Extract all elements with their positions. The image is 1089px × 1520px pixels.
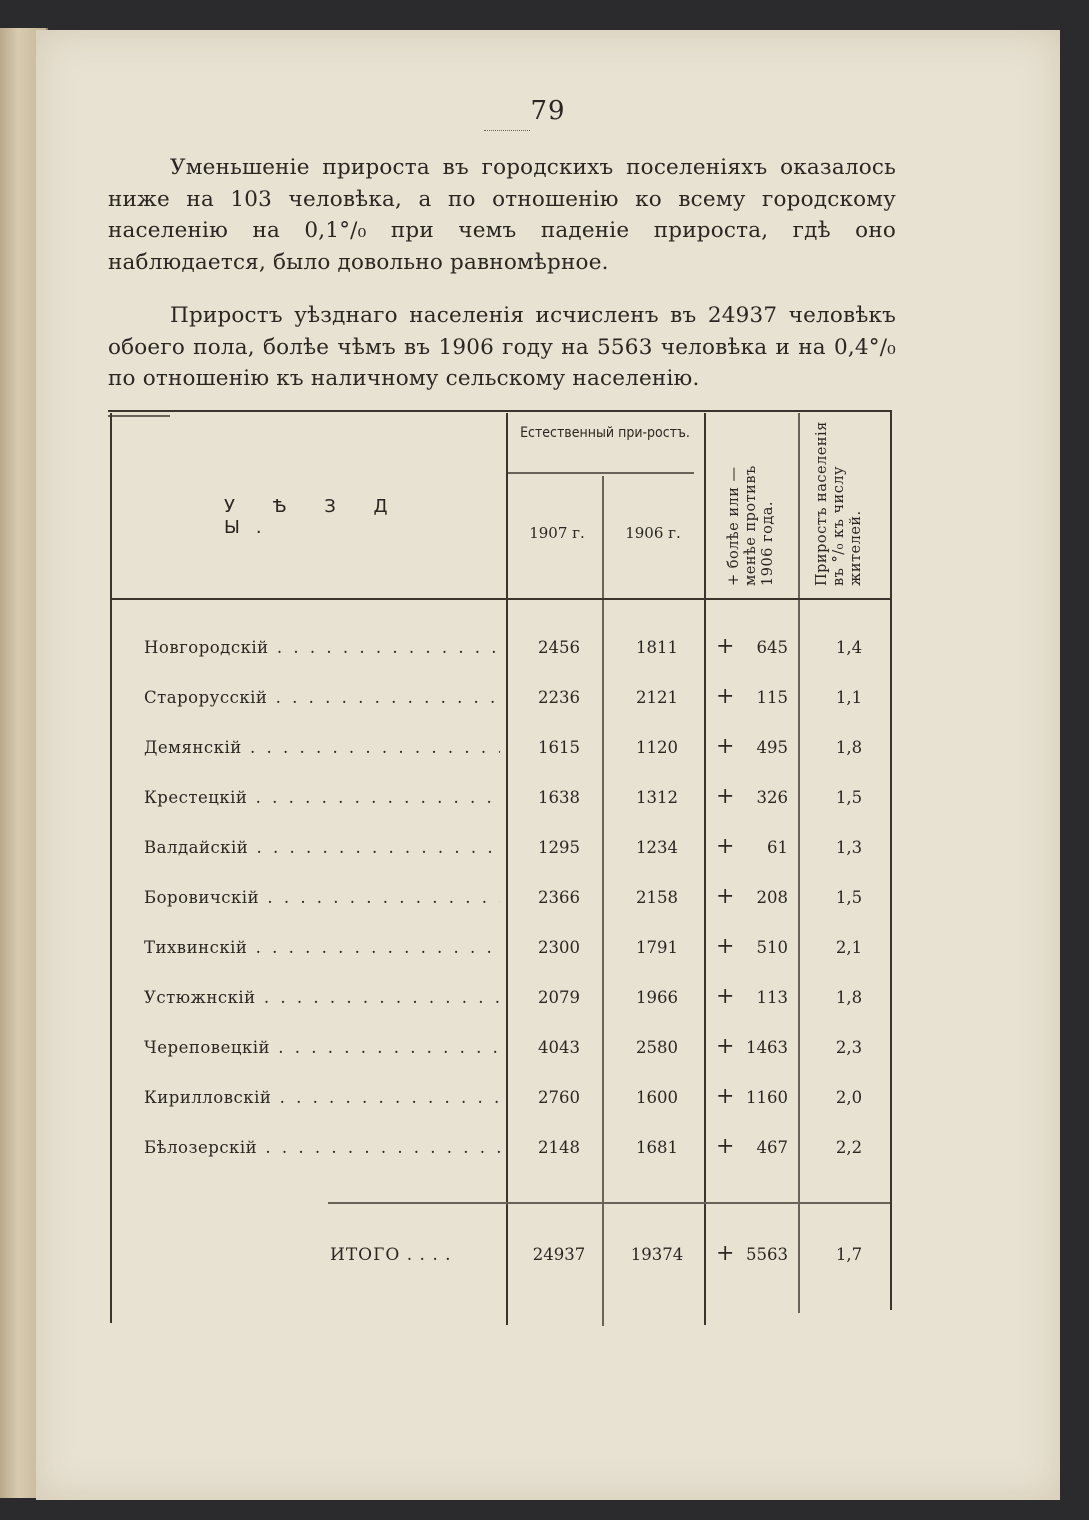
table-row [36,984,1060,1022]
col-divider-years [602,476,604,1326]
value-1906: 1966 [636,988,678,1007]
growth-percent: 2,0 [835,1088,863,1107]
total-growth-percent: 1,7 [835,1245,863,1264]
page-number: 79 [530,96,566,126]
change-sign: + [716,684,735,709]
growth-percent: 1,4 [835,638,863,657]
value-1906: 2580 [636,1038,678,1057]
value-1906: 2121 [636,688,678,707]
change-sign: + [716,1034,735,1059]
total-change: 5563 [746,1245,788,1264]
change-value: 467 [756,1138,788,1157]
header-change-vs-1906 [726,465,777,586]
table-top-rule-fragment [108,415,170,417]
growth-percent: 1,8 [835,738,863,757]
table-row [36,634,1060,672]
value-1907: 2079 [538,988,580,1007]
col-divider-change [704,413,706,1325]
value-1906: 1681 [636,1138,678,1157]
header-counties: У Ѣ З Д Ы. [224,496,404,538]
growth-percent: 2,3 [835,1038,863,1057]
header-change-line-2: менѣе противъ [743,465,759,586]
col-divider-name [506,413,508,1325]
value-1907: 2760 [538,1088,580,1107]
change-value: 326 [756,788,788,807]
table-row [36,1134,1060,1172]
value-1906: 1120 [636,738,678,757]
change-sign: + [716,634,735,659]
county-name: Старорусскій . . . [144,688,500,707]
table-row [36,734,1060,772]
total-1907: 24937 [532,1245,586,1264]
total-1906: 19374 [630,1245,684,1264]
change-sign: + [716,884,735,909]
header-growth-percent [814,421,865,586]
col-divider-pct [798,413,800,1313]
header-pct-line-1: Приростъ населенія [814,421,830,586]
growth-percent: 2,2 [835,1138,863,1157]
header-change-line-3: 1906 года. [760,500,776,586]
value-1906: 1791 [636,938,678,957]
county-name: Крестецкій . . . [144,788,500,807]
growth-percent: 1,8 [835,988,863,1007]
table-row [36,784,1060,822]
growth-percent: 1,1 [835,688,863,707]
value-1907: 2300 [538,938,580,957]
table-row [36,1084,1060,1122]
change-sign: + [716,834,735,859]
growth-percent: 1,5 [835,788,863,807]
header-pct-line-2: въ °/₀ къ числу [831,465,847,586]
county-name: Кирилловскій . . . [144,1088,500,1107]
change-value: 1463 [746,1038,788,1057]
county-name: Боровичскій . . . [144,888,500,907]
change-sign: + [716,934,735,959]
table-right-border [890,410,892,1310]
growth-percent: 2,1 [835,938,863,957]
county-name: Валдайскій . . . [144,838,500,857]
value-1907: 2148 [538,1138,580,1157]
county-name: Тихвинскій . . . [144,938,500,957]
header-year-1907: 1907 г. [529,524,585,542]
header-subrule [508,472,694,474]
header-change-line-1: + болѣе или — [726,466,742,586]
table-top-rule [108,410,890,412]
growth-percent: 1,3 [835,838,863,857]
table-row [36,934,1060,972]
county-name: Устюжнскій . . . [144,988,500,1007]
value-1907: 2366 [538,888,580,907]
table-row [36,834,1060,872]
value-1906: 1312 [636,788,678,807]
change-sign: + [716,784,735,809]
change-sign: + [716,734,735,759]
county-name: Бѣлозерскій . . . [144,1138,500,1157]
value-1906: 1600 [636,1088,678,1107]
change-value: 645 [756,638,788,657]
header-natural-growth: Естественный при-ростъ. [520,425,690,441]
growth-percent: 1,5 [835,888,863,907]
county-name: Новгородскій . . . [144,638,500,657]
change-value: 208 [756,888,788,907]
value-1907: 1295 [538,838,580,857]
change-value: 1160 [746,1088,788,1107]
total-row [36,1241,1060,1279]
change-value: 61 [767,838,788,857]
change-sign: + [716,984,735,1009]
change-sign: + [716,1134,735,1159]
change-value: 115 [756,688,788,707]
change-sign: + [716,1241,735,1266]
paragraph-county-growth: Приростъ уѣзднаго населенія исчисленъ въ 24937 человѣкъ обоего пола, болѣе чѣмъ въ 1906 году на 5563 человѣка и на 0,4°/₀ по отношенію къ наличному сельскому населенію. [108,303,896,391]
header-pct-line-3: жителей. [848,510,864,586]
value-1906: 1811 [636,638,678,657]
change-value: 510 [756,938,788,957]
table-row [36,884,1060,922]
value-1907: 1638 [538,788,580,807]
value-1907: 4043 [538,1038,580,1057]
table-row [36,684,1060,722]
value-1907: 1615 [538,738,580,757]
value-1906: 1234 [636,838,678,857]
paragraph-urban-growth: Уменьшеніе прироста въ городскихъ поселеніяхъ оказалось ниже на 103 человѣка, а по отношенію ко всему городскому населенію на 0,1°/₀ при чемъ паденіе прироста, гдѣ оно наблюдается, было довольно равномѣрное. [108,155,896,275]
page-number-ornament [484,126,530,131]
total-dots: . . . . [406,1245,452,1265]
county-name: Череповецкій . . . [144,1038,500,1057]
change-sign: + [716,1084,735,1109]
value-1906: 2158 [636,888,678,907]
value-1907: 2236 [538,688,580,707]
total-label [330,1245,500,1265]
county-name: Демянскій . . . [144,738,500,757]
table-row [36,1034,1060,1072]
table-left-border [110,413,112,1323]
totals-rule [328,1202,890,1204]
value-1907: 2456 [538,638,580,657]
change-value: 495 [756,738,788,757]
total-name: ИТОГО [330,1245,401,1265]
change-value: 113 [756,988,788,1007]
header-bottom-rule [112,598,890,600]
header-year-1906: 1906 г. [625,524,681,542]
book-page [36,30,1060,1500]
